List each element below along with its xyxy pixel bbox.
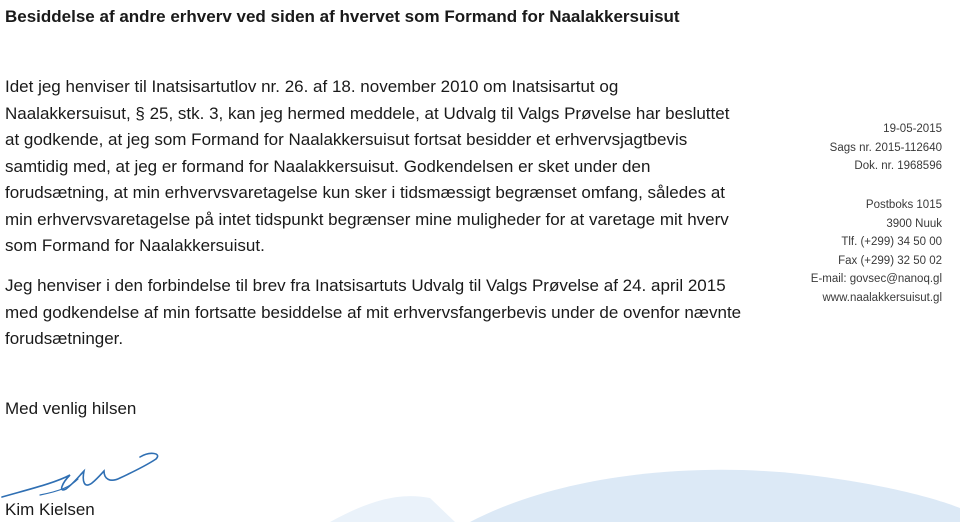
email-address: E-mail: govsec@nanoq.gl (810, 273, 942, 285)
contact-block (811, 196, 942, 307)
letter-heading: Besiddelse af andre erhverv ved siden af hvervet som Formand for Naalakkersuisut (5, 7, 680, 26)
signer-name: Kim Kielsen (5, 500, 95, 519)
fax-number: Fax (+299) 32 50 02 (838, 254, 942, 267)
signature (0, 445, 190, 505)
document-number: Dok. nr. 1968596 (854, 160, 942, 172)
closing-greeting: Med venlig hilsen (5, 399, 137, 418)
document-reference-block (830, 120, 942, 176)
city: 3900 Nuuk (886, 217, 942, 230)
letter-date: 19-05-2015 (883, 123, 942, 135)
paragraph-reference: Jeg henviser i den forbindelse til brev fra Inatsisartuts Udvalg til Valgs Prøvelse af 24. april 2015 med godkendelse af min fortsatte besiddelse af mit erhvervsfangerbevis under de ovenfor nævnte forudsætninger. (5, 276, 742, 348)
postbox: Postboks 1015 (865, 199, 942, 211)
website-url: www.naalakkersuisut.gl (822, 291, 942, 304)
phone-number: Tlf. (+299) 34 50 00 (841, 236, 942, 248)
paragraph-approval: Idet jeg henviser til Inatsisartutlov nr. 26. af 18. november 2010 om Inatsisartut og Naalakkersuisut, § 25, stk. 3, kan jeg hermed meddele, at Udvalg til Valgs Prøvelse har besluttet at godkende, at jeg som Formand for Naalakkersuisut fortsat besidder et erhvervsjagtbevis samtidig med, at jeg er formand for Naalakkersuisut. Godkendelsen er sket under den forudsætning, at min erhvervsvaretagelse kun sker i tidsmæssigt begrænset omfang, således at min erhvervsvaretagelse på intet tidspunkt begrænser mine muligheder for at varetage mit hverv som Formand for Naalakkersuisut. (5, 77, 730, 255)
letter-body (5, 4, 745, 348)
case-number: Sags nr. 2015-112640 (829, 141, 942, 154)
